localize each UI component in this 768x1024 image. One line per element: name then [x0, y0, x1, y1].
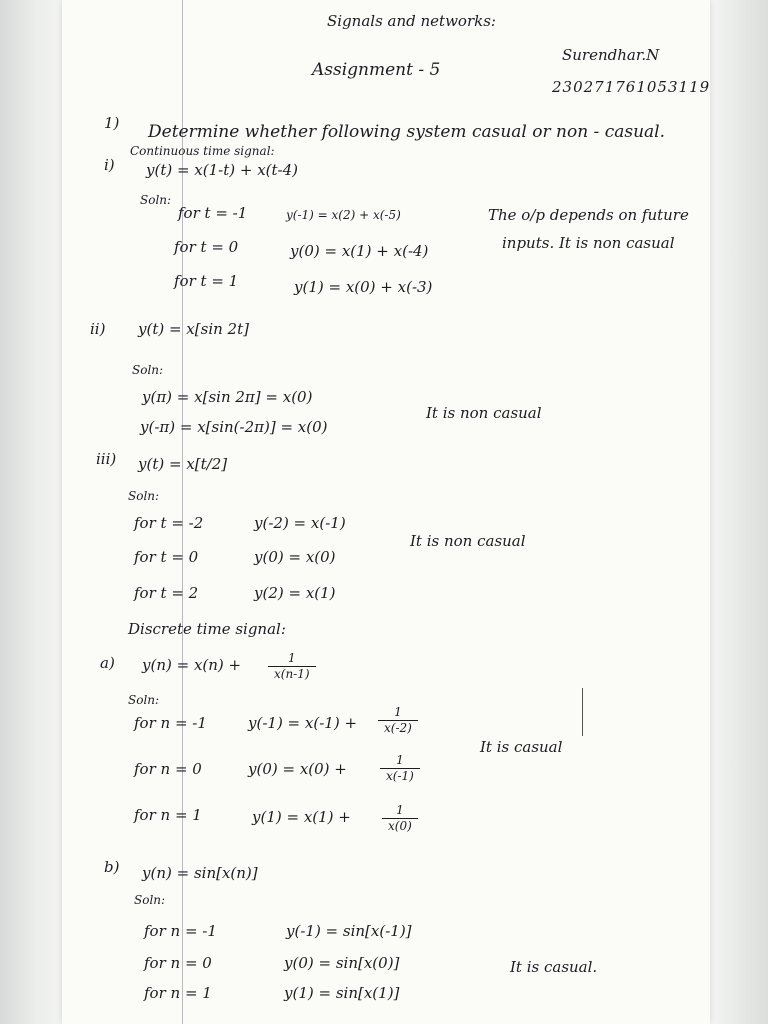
part-b-cond-1: for n = -1 — [144, 922, 217, 940]
part-a-row2-fraction — [380, 754, 420, 783]
part-b-expr-2: y(0) = sin[x(0)] — [284, 954, 400, 972]
student-name: Surendhar.N — [562, 46, 660, 64]
part-iii-label: iii) — [96, 450, 117, 468]
assignment-title: Assignment - 5 — [312, 60, 441, 80]
part-ii-expr-1: y(π) = x[sin 2π] = x(0) — [142, 388, 313, 406]
subject-title: Signals and networks: — [327, 12, 496, 30]
part-a-label: a) — [100, 654, 115, 672]
part-i-equation: y(t) = x(1-t) + x(t-4) — [146, 161, 299, 179]
part-iii-expr-3: y(2) = x(1) — [254, 584, 336, 602]
category-continuous: Continuous time signal: — [130, 144, 275, 158]
part-i-label: i) — [104, 156, 115, 174]
part-b-remark: It is casual. — [510, 958, 598, 976]
part-i-expr-3: y(1) = x(0) + x(-3) — [294, 278, 433, 296]
part-i-cond-1: for t = -1 — [178, 204, 248, 222]
part-a-soln: Soln: — [128, 693, 160, 707]
part-a-row3-denominator: x(0) — [388, 819, 412, 834]
part-a-row1-fraction — [378, 706, 418, 735]
pen-stroke — [582, 688, 583, 736]
part-i-expr-1: y(-1) = x(2) + x(-5) — [286, 208, 401, 222]
part-a-row3-fraction — [382, 804, 418, 833]
part-a-remark: It is casual — [480, 738, 563, 756]
part-iii-cond-2: for t = 0 — [134, 548, 199, 566]
part-a-fraction-numerator: 1 — [287, 651, 296, 665]
part-a-row2-numerator: 1 — [396, 753, 404, 767]
part-a-expr-3: y(1) = x(1) + — [252, 808, 351, 826]
register-number: 230271761053119 — [552, 78, 711, 96]
background-left — [0, 0, 62, 1024]
part-i-soln: Soln: — [140, 193, 172, 207]
part-b-expr-1: y(-1) = sin[x(-1)] — [286, 922, 412, 940]
part-iii-expr-1: y(-2) = x(-1) — [254, 514, 346, 532]
part-i-remark-1: The o/p depends on future — [488, 206, 689, 224]
part-b-equation: y(n) = sin[x(n)] — [142, 864, 258, 882]
part-iii-cond-1: for t = -2 — [134, 514, 204, 532]
part-a-row3-numerator: 1 — [396, 803, 404, 817]
part-a-row2-denominator: x(-1) — [386, 769, 414, 784]
part-iii-remark: It is non casual — [410, 532, 526, 550]
part-i-expr-2: y(0) = x(1) + x(-4) — [290, 242, 429, 260]
part-ii-label: ii) — [90, 320, 106, 338]
part-ii-equation: y(t) = x[sin 2t] — [138, 320, 249, 338]
part-iii-cond-3: for t = 2 — [134, 584, 199, 602]
part-a-fraction-denominator: x(n-1) — [274, 667, 310, 682]
part-a-cond-2: for n = 0 — [134, 760, 202, 778]
part-b-expr-3: y(1) = sin[x(1)] — [284, 984, 400, 1002]
part-a-expr-2: y(0) = x(0) + — [248, 760, 347, 778]
part-a-row1-numerator: 1 — [394, 705, 402, 719]
part-i-cond-3: for t = 1 — [174, 272, 239, 290]
part-ii-expr-2: y(-π) = x[sin(-2π)] = x(0) — [140, 418, 328, 436]
part-iii-soln: Soln: — [128, 489, 160, 503]
part-ii-soln: Soln: — [132, 363, 164, 377]
part-a-fraction — [268, 652, 316, 681]
part-i-cond-2: for t = 0 — [174, 238, 239, 256]
part-iii-expr-2: y(0) = x(0) — [254, 548, 336, 566]
part-a-cond-3: for n = 1 — [134, 806, 202, 824]
part-b-label: b) — [104, 858, 120, 876]
notebook-page — [62, 0, 710, 1024]
part-iii-equation: y(t) = x[t/2] — [138, 455, 228, 473]
part-i-remark-2: inputs. It is non casual — [502, 234, 675, 252]
part-a-row1-denominator: x(-2) — [384, 721, 412, 736]
part-a-equation: y(n) = x(n) + — [142, 656, 242, 674]
part-a-expr-1: y(-1) = x(-1) + — [248, 714, 358, 732]
part-a-cond-1: for n = -1 — [134, 714, 207, 732]
part-b-soln: Soln: — [134, 893, 166, 907]
question-number: 1) — [104, 114, 120, 132]
background-right — [710, 0, 768, 1024]
part-b-cond-3: for n = 1 — [144, 984, 212, 1002]
question-text: Determine whether following system casual or non - casual. — [148, 122, 665, 142]
discrete-heading: Discrete time signal: — [128, 620, 286, 638]
part-ii-remark: It is non casual — [426, 404, 542, 422]
part-b-cond-2: for n = 0 — [144, 954, 212, 972]
